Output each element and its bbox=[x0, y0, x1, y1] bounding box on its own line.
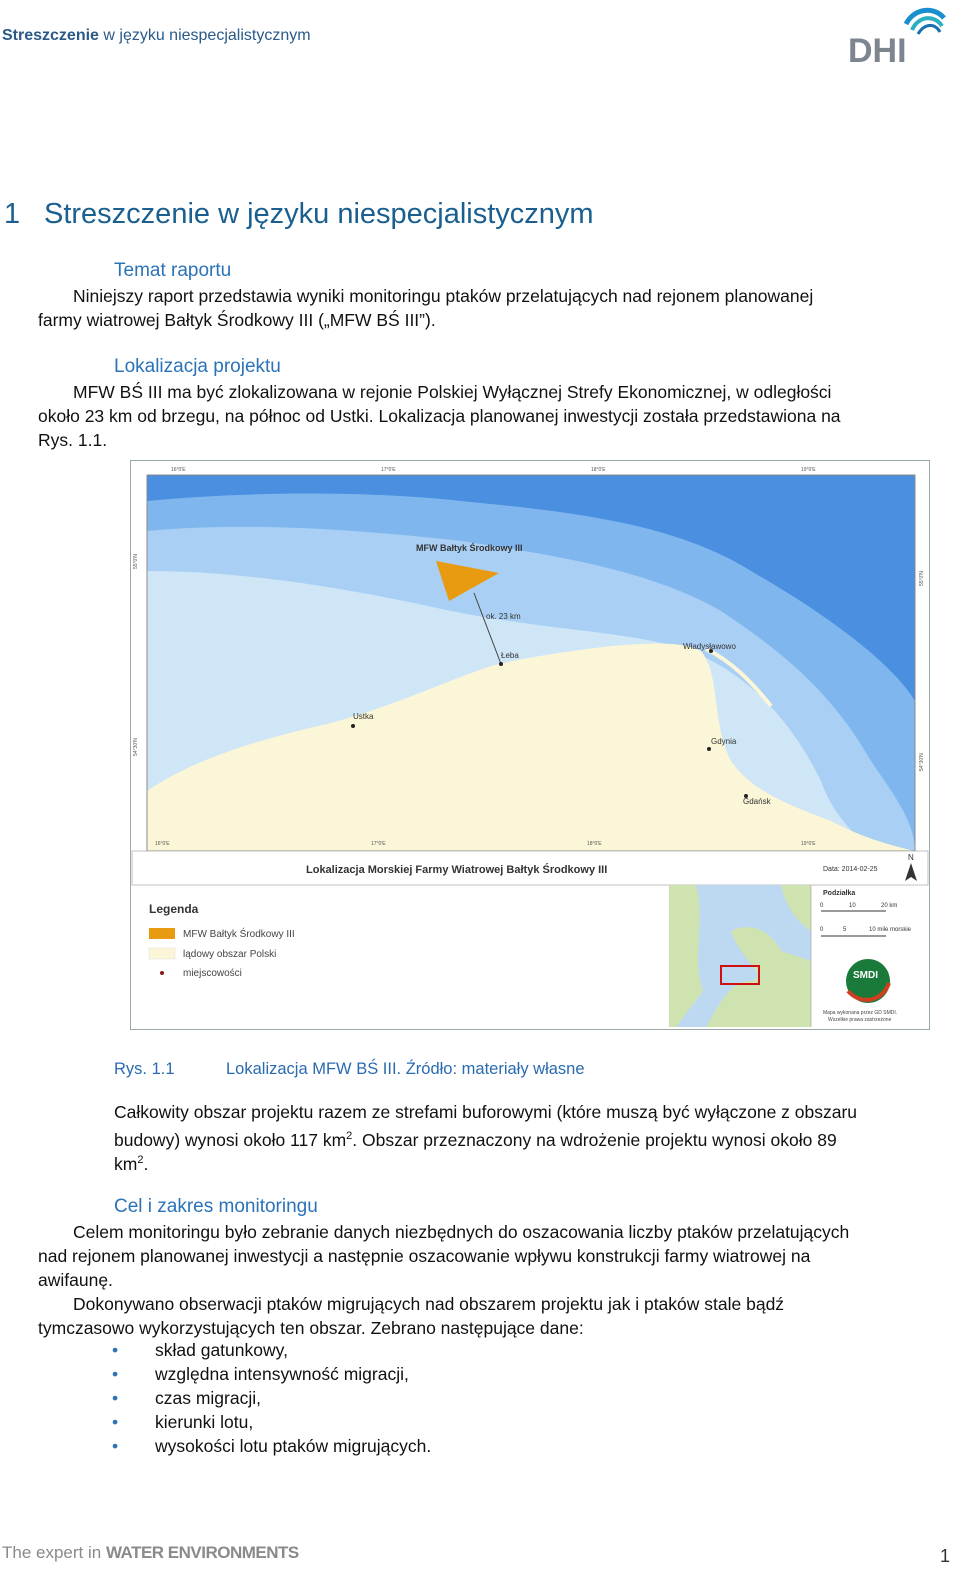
lat-tick-right: 55°0'N bbox=[919, 571, 925, 586]
town-label: Władysławowo bbox=[683, 642, 736, 651]
farm-label: MFW Bałtyk Środkowy III bbox=[416, 543, 523, 553]
scale-tick: 5 bbox=[843, 927, 847, 933]
footer-prefix: The expert in bbox=[2, 1543, 106, 1562]
area-line-2a: budowy) wynosi około 117 km bbox=[114, 1129, 347, 1150]
cel-p2-line-2: tymczasowo wykorzystujących ten obszar. Zebrano następujące dane: bbox=[38, 1318, 584, 1338]
scale-tick: 0 bbox=[820, 903, 824, 909]
legend-item: lądowy obszar Polski bbox=[183, 949, 277, 960]
legend-item: MFW Bałtyk Środkowy III bbox=[183, 929, 295, 940]
cel-p2-line-1: Dokonywano obserwacji ptaków migrujących nad obszarem projektu jak i ptaków stale bądź bbox=[73, 1294, 785, 1314]
area-line-3b: . bbox=[143, 1153, 149, 1174]
distance-label: ok. 23 km bbox=[486, 612, 521, 621]
lokalizacja-line-2: około 23 km od brzegu, na północ od Ustki. Lokalizacja planowanej inwestycji została przedstawiona na bbox=[38, 406, 841, 426]
town-dot bbox=[499, 662, 503, 666]
figure-caption-label: Rys. 1.1 bbox=[114, 1060, 175, 1078]
scale-tick: 20 km bbox=[881, 903, 898, 909]
map-date: Data: 2014-02-25 bbox=[823, 866, 878, 873]
subheading-temat: Temat raportu bbox=[114, 260, 232, 281]
town-dot bbox=[351, 724, 355, 728]
smdi-text: SMDI bbox=[853, 970, 878, 981]
subheading-lokalizacja: Lokalizacja projektu bbox=[114, 356, 281, 377]
running-header-rest: w języku niespecjalistycznym bbox=[98, 27, 311, 44]
lat-tick: 55°0'N bbox=[133, 554, 139, 569]
running-header bbox=[2, 27, 311, 45]
superscript: 2 bbox=[346, 1130, 353, 1142]
area-line-2b: . Obszar przeznaczony na wdrożenie projektu wynosi około 89 bbox=[352, 1129, 837, 1150]
lokalizacja-line-1: MFW BŚ III ma być zlokalizowana w rejonie Polskiej Wyłącznej Strefy Ekonomicznej, w odległości bbox=[73, 382, 832, 402]
figure-caption-text: Lokalizacja MFW BŚ III. Źródło: materiały własne bbox=[226, 1060, 585, 1078]
cel-p1-line-1: Celem monitoringu było zebranie danych niezbędnych do oszacowania liczby ptaków przelatujących bbox=[73, 1222, 850, 1242]
footer-tagline bbox=[2, 1543, 299, 1563]
page-number: 1 bbox=[939, 1546, 950, 1566]
lat-tick-right: 54°30'N bbox=[919, 753, 925, 771]
bullet-icon: • bbox=[112, 1364, 119, 1384]
scale-tick: 10 mile morskie bbox=[869, 927, 912, 933]
lon-tick-bottom: 16°0'E bbox=[155, 841, 170, 847]
legend-dot bbox=[160, 971, 164, 975]
lokalizacja-line-3: Rys. 1.1. bbox=[38, 430, 108, 450]
bullet-icon: • bbox=[112, 1340, 119, 1360]
list-item: względna intensywność migracji, bbox=[155, 1364, 409, 1384]
area-line-3 bbox=[114, 1148, 148, 1176]
footer-bold: WATER ENVIRONMENTS bbox=[105, 1543, 299, 1562]
list-item: wysokości lotu ptaków migrujących. bbox=[155, 1436, 432, 1456]
town-label: Ustka bbox=[353, 712, 374, 721]
scale-title: Podziałka bbox=[823, 890, 856, 897]
legend-title: Legenda bbox=[149, 902, 199, 916]
section-title bbox=[4, 198, 594, 231]
legend-item: miejscowości bbox=[183, 968, 242, 979]
lon-tick-bottom: 17°0'E bbox=[371, 841, 386, 847]
lat-tick: 54°30'N bbox=[133, 738, 139, 756]
north-label: N bbox=[908, 853, 914, 862]
area-line-1: Całkowity obszar projektu razem ze strefami buforowymi (które muszą być wyłączone z obszaru bbox=[114, 1102, 858, 1122]
lon-tick: 19°0'E bbox=[801, 467, 816, 473]
map-credit: Mapa wykonana przez GD SMDI. bbox=[823, 1010, 898, 1016]
superscript: 2 bbox=[137, 1154, 144, 1166]
scale-tick: 10 bbox=[849, 903, 856, 909]
bullet-icon: • bbox=[112, 1388, 119, 1408]
bullet-icon: • bbox=[112, 1412, 119, 1432]
area-line-2 bbox=[114, 1124, 837, 1152]
temat-line-1: Niniejszy raport przedstawia wyniki monitoringu ptaków przelatujących nad rejonem planowanej bbox=[73, 286, 814, 306]
lon-tick-bottom: 19°0'E bbox=[801, 841, 816, 847]
section-title-text: Streszczenie w języku niespecjalistycznym bbox=[44, 198, 594, 230]
map-credit: Wszelkie prawa zastrzeżone bbox=[828, 1017, 892, 1023]
map-title: Lokalizacja Morskiej Farmy Wiatrowej Bałtyk Środkowy III bbox=[306, 864, 608, 876]
cel-p1-line-3: awifaunę. bbox=[38, 1270, 113, 1290]
list-item: skład gatunkowy, bbox=[155, 1340, 288, 1360]
list-item: kierunki lotu, bbox=[155, 1412, 254, 1432]
map-svg bbox=[131, 461, 929, 1029]
town-label: Gdynia bbox=[711, 737, 737, 746]
legend-swatch-farm bbox=[149, 928, 175, 939]
area-line-3a: km bbox=[114, 1153, 138, 1174]
town-label: Gdańsk bbox=[743, 797, 771, 806]
dhi-logo bbox=[848, 4, 948, 66]
section-number: 1 bbox=[4, 198, 21, 230]
cel-p1-line-2: nad rejonem planowanej inwestycji a następnie oszacowanie wpływu konstrukcji farmy wiatrowej na bbox=[38, 1246, 811, 1266]
lon-tick: 17°0'E bbox=[381, 467, 396, 473]
scale-tick: 0 bbox=[820, 927, 824, 933]
legend-swatch-land bbox=[149, 948, 175, 959]
lon-tick: 18°0'E bbox=[591, 467, 606, 473]
lon-tick-bottom: 18°0'E bbox=[587, 841, 602, 847]
list-item: czas migracji, bbox=[155, 1388, 261, 1408]
bullet-icon: • bbox=[112, 1436, 119, 1456]
lon-tick: 16°0'E bbox=[171, 467, 186, 473]
logo-text: DHI bbox=[848, 32, 907, 66]
location-map bbox=[130, 460, 930, 1030]
temat-line-2: farmy wiatrowej Bałtyk Środkowy III („MFW BŚ III”). bbox=[38, 310, 436, 330]
town-dot bbox=[707, 747, 711, 751]
town-label: Łeba bbox=[501, 651, 519, 660]
subheading-cel: Cel i zakres monitoringu bbox=[114, 1196, 318, 1217]
running-header-bold: Streszczenie bbox=[2, 27, 99, 44]
